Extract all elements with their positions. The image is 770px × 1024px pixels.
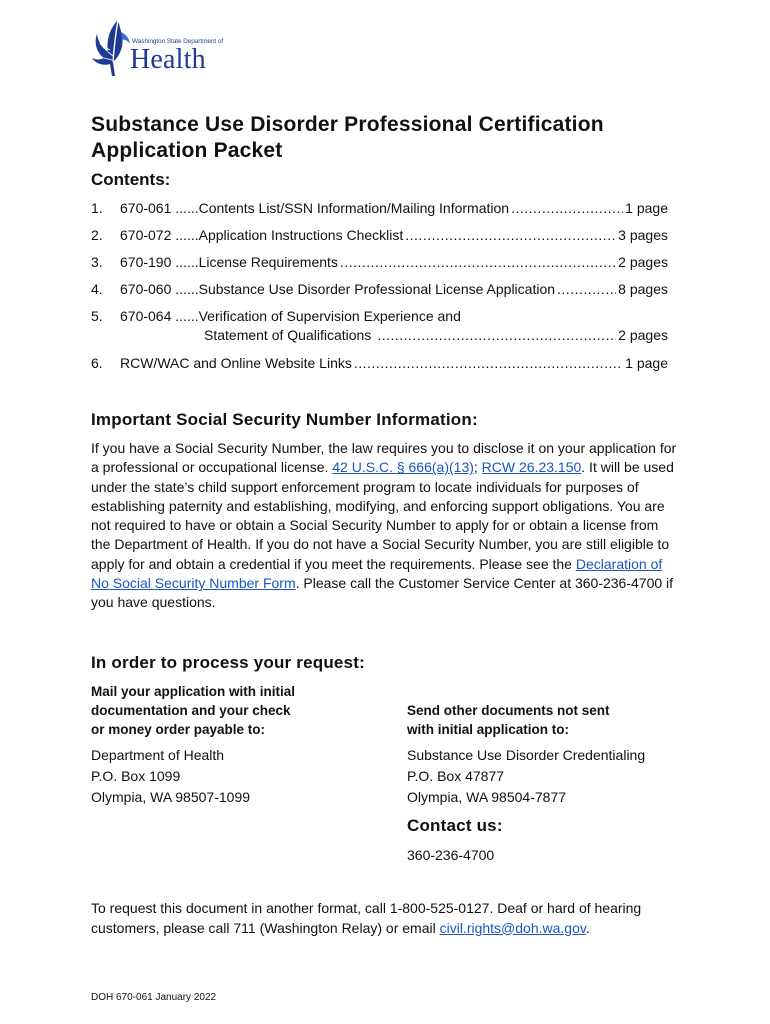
mail-heading-line-2: documentation and your check — [91, 703, 291, 718]
other-documents-heading — [407, 701, 610, 739]
contents-item-pages: 2 pages — [618, 327, 668, 343]
contents-item-continuation: Statement of Qualifications — [204, 327, 372, 343]
mail-heading-line-3: or money order payable to: — [91, 722, 266, 737]
other-docs-heading-line-2: with initial application to: — [407, 722, 569, 737]
ssn-heading: Important Social Security Number Information: — [91, 410, 478, 429]
contents-item-text: 670-072 ......Application Instructions Checklist — [120, 227, 404, 243]
leader-dots — [557, 280, 616, 298]
contents-item-pages: 1 page — [625, 200, 668, 216]
notice-text: To request this document in another format, call 1-800-525-0127. Deaf or hard of hearing customers, please call 711 (Washington Relay) or email — [91, 900, 642, 936]
mail-heading-line-1: Mail your application with initial — [91, 684, 296, 699]
ssn-separator: ; — [473, 459, 482, 476]
contents-item-number: 4. — [91, 281, 103, 297]
email-link[interactable]: civil.rights@doh.wa.gov — [439, 919, 586, 936]
contact-heading: Contact us: — [407, 816, 503, 835]
other-docs-address-line-1: Substance Use Disorder Credentialing — [407, 747, 646, 763]
logo-subtitle: Washington State Department of — [132, 38, 224, 45]
contents-item-text: 670-060 ......Substance Use Disorder Professional License Application — [120, 281, 556, 297]
leader-dots — [340, 253, 616, 271]
contact-phone: 360-236-4700 — [407, 847, 495, 863]
contents-heading: Contents: — [91, 170, 171, 189]
ssn-paragraph — [91, 439, 681, 613]
rcw-link[interactable]: RCW 26.23.150 — [481, 459, 582, 476]
contents-item-pages: 1 page — [625, 355, 668, 371]
contents-item-number: 6. — [91, 355, 103, 371]
other-docs-heading-line-1: Send other documents not sent — [407, 703, 610, 718]
notice-end: . — [585, 919, 590, 936]
contents-item-pages: 3 pages — [618, 227, 668, 243]
contents-item-text: 670-190 ......License Requirements — [120, 254, 338, 270]
title-line-1: Substance Use Disorder Professional Certification — [91, 113, 604, 136]
mail-application-heading — [91, 682, 295, 739]
contents-item — [91, 307, 668, 345]
other-docs-address-line-2: P.O. Box 47877 — [407, 768, 505, 784]
mail-address-line-3: Olympia, WA 98507-1099 — [91, 789, 251, 805]
leader-dots — [354, 354, 623, 372]
contents-item-number: 5. — [91, 308, 103, 324]
usc-link[interactable]: 42 U.S.C. § 666(a)(13) — [332, 459, 474, 476]
contents-item-number: 1. — [91, 200, 103, 216]
contents-item-pages: 2 pages — [618, 254, 668, 270]
leader-dots — [377, 326, 616, 344]
contents-item — [91, 253, 668, 271]
document-id: DOH 670-061 January 2022 — [91, 992, 217, 1003]
mail-address-line-1: Department of Health — [91, 747, 225, 763]
doh-logo — [88, 18, 224, 78]
page-title — [91, 112, 711, 164]
contents-item — [91, 226, 668, 244]
contents-item-text: RCW/WAC and Online Website Links — [120, 355, 352, 371]
contents-item — [91, 280, 668, 298]
contents-item-text: 670-061 ......Contents List/SSN Information/Mailing Information — [120, 200, 510, 216]
alternate-format-notice — [91, 899, 651, 938]
no-ssn-form-link[interactable]: Declaration of No Social Security Number Form — [91, 555, 663, 592]
other-docs-address-line-3: Olympia, WA 98504-7877 — [407, 789, 567, 805]
ssn-text-2: . It will be used under the state’s child support enforcement program to locate individuals for purposes of establishing paternity and establishing, modifying, and enforcing support obligations. You are not required to have or obtain a Social Security Number to apply for or obtain a license from the Department of Health. If you do not have a Social Security Number, you are still eligible to apply for and obtain a credential if you meet the requirements. Please see the — [91, 459, 674, 572]
contents-item-text: 670-064 ......Verification of Supervision Experience and — [120, 308, 461, 324]
contents-item — [91, 199, 668, 217]
leader-dots — [511, 199, 623, 217]
mail-address — [91, 745, 250, 808]
ssn-text-3: . Please call the Customer Service Center at 360-236-4700 if you have questions. — [91, 575, 674, 611]
other-documents-address — [407, 745, 645, 808]
ssn-text-1: If you have a Social Security Number, the law requires you to disclose it on your application for a professional or occupational license. — [91, 440, 677, 476]
contents-item-number: 2. — [91, 227, 103, 243]
process-heading: In order to process your request: — [91, 653, 365, 672]
title-line-2: Application Packet — [91, 139, 283, 162]
leader-dots — [405, 226, 616, 244]
contents-item-pages: 8 pages — [618, 281, 668, 297]
logo-title: Health — [130, 44, 206, 75]
contents-item-number: 3. — [91, 254, 103, 270]
contents-item — [91, 354, 668, 372]
mail-address-line-2: P.O. Box 1099 — [91, 768, 181, 784]
